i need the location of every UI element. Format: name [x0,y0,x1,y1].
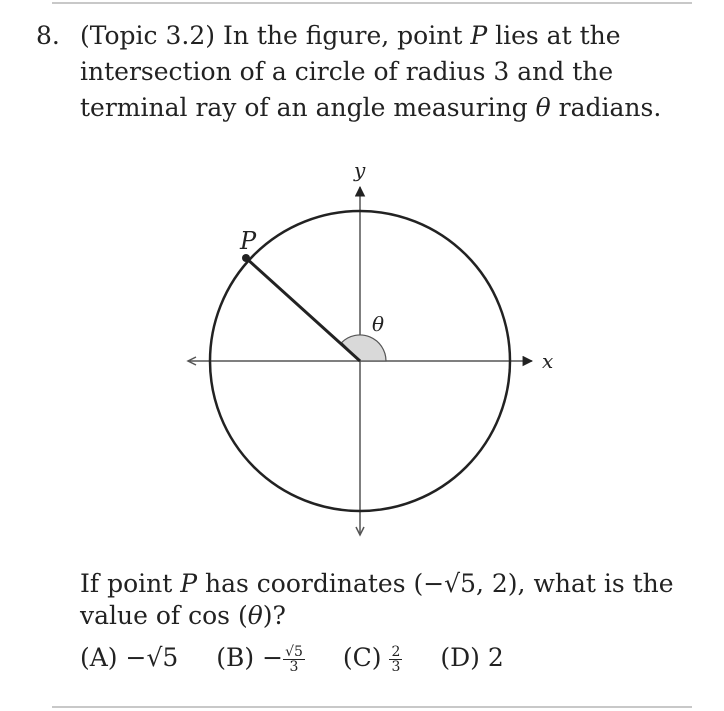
theta-variable: θ [535,93,551,122]
question-number: 8. [36,21,60,50]
follow-up-part3: )? [262,601,286,630]
unit-circle-figure [180,155,560,545]
point-p-dot [242,254,250,262]
choice-c-letter: (C) [342,643,382,672]
x-axis-label: x [542,349,554,373]
question-text-part3: radians. [550,93,662,122]
choice-d-letter: (D) [440,643,480,672]
choice-b-letter: (B) [216,643,255,672]
question-text [80,18,696,126]
choice-c[interactable] [343,640,403,676]
choice-b-sign: − [262,643,284,672]
choice-b-denominator: 3 [289,659,299,675]
answer-choices [80,640,534,676]
terminal-ray [246,258,360,361]
follow-up-part2: has coordinates (−√5, 2), what is the value of cos ( [80,569,674,630]
choice-c-denominator: 3 [391,659,401,675]
angle-theta-wedge [342,335,386,361]
follow-up-theta: θ [247,601,263,630]
choice-d-value: 2 [487,643,504,672]
choice-b-numerator: √5 [285,644,303,660]
choice-a[interactable] [80,640,178,676]
point-p-label: P [240,227,257,255]
choice-a-value: −√5 [125,643,179,672]
question-header [36,18,696,126]
follow-up-p-variable: P [180,569,198,598]
y-axis-label: y [354,158,366,182]
choice-a-letter: (A) [80,643,118,672]
choice-d[interactable] [440,640,503,676]
question-text-part1: (Topic 3.2) In the figure, point [80,21,471,50]
theta-label: θ [372,312,385,336]
follow-up-question [80,568,690,632]
choice-c-fraction [389,645,402,674]
point-p-variable: P [470,21,488,50]
bottom-divider [52,706,692,708]
top-divider [52,2,692,4]
choice-b[interactable] [216,640,305,676]
question-text-part2: lies at the intersection of a circle of radius 3 and the terminal ray of an angle measuring [80,21,621,122]
choice-b-fraction [283,645,305,674]
follow-up-part1: If point [80,569,181,598]
choice-c-numerator: 2 [391,644,401,660]
